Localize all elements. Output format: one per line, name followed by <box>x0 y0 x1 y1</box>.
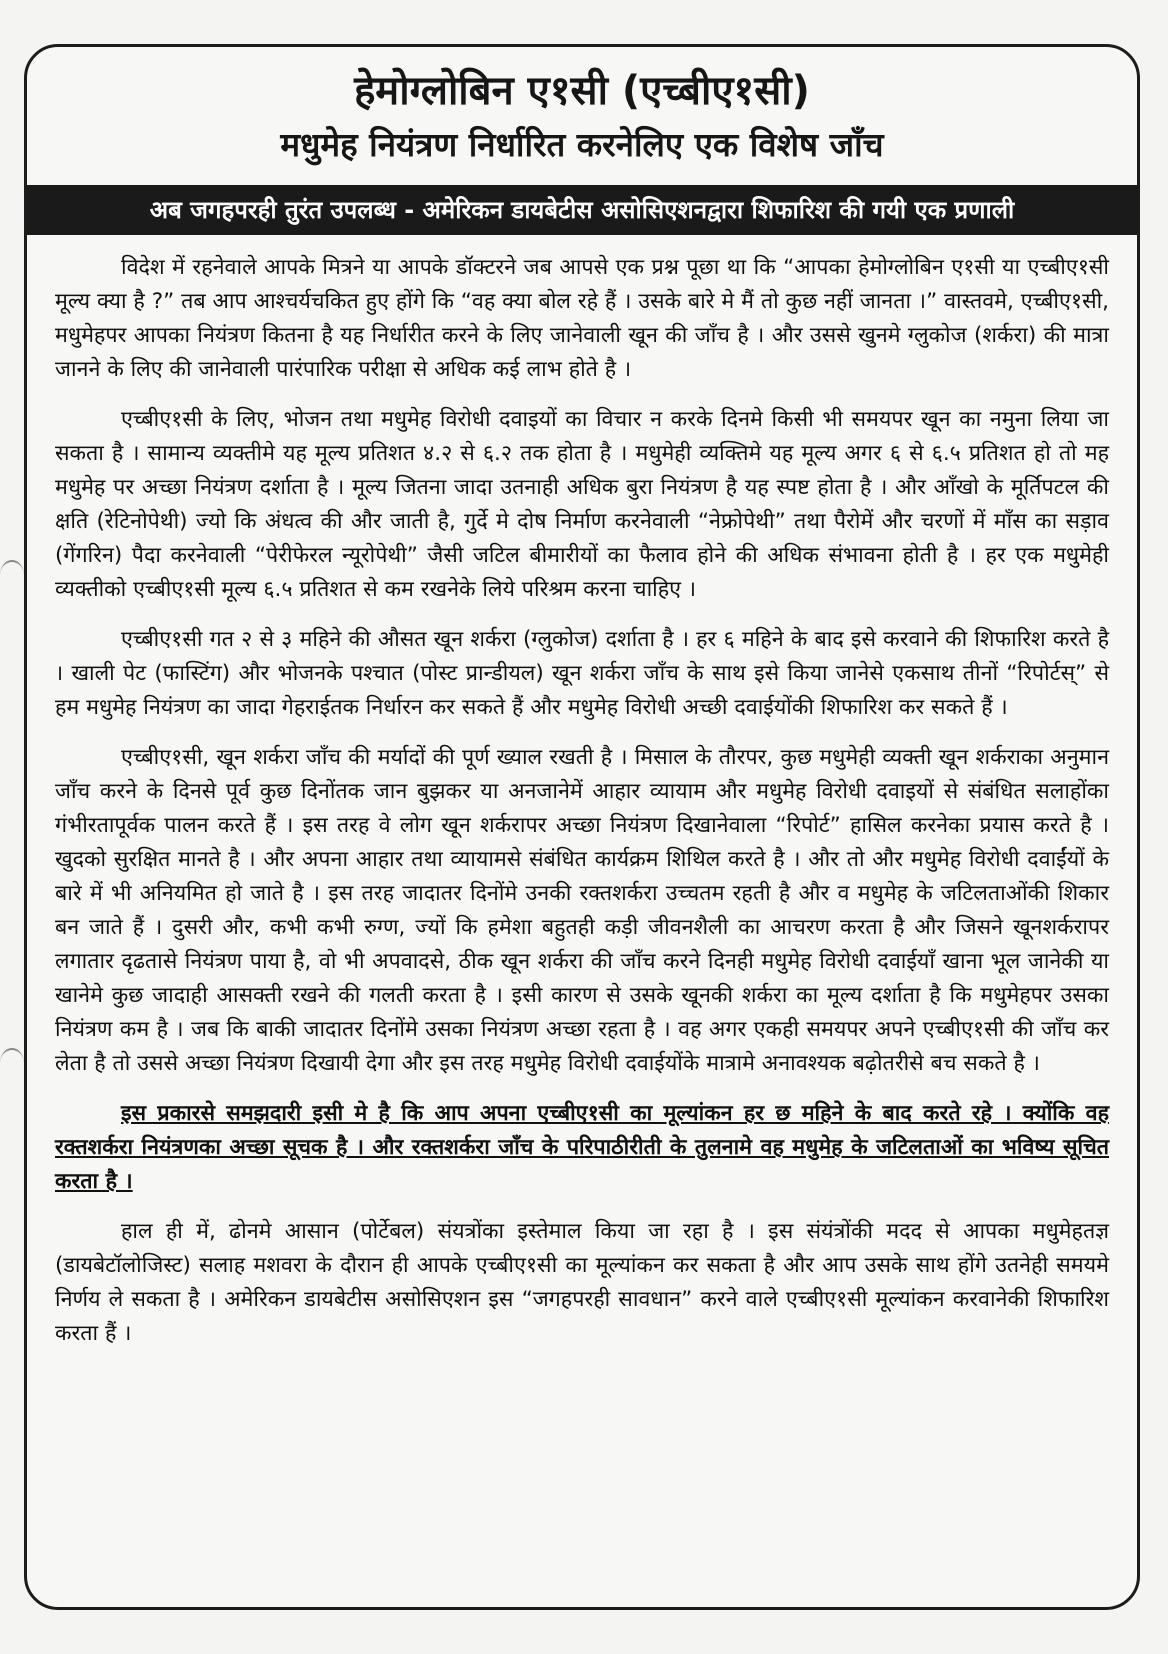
paragraph-portable-devices: हाल ही में, ढोनमे आसान (पोर्टेबल) संयत्रोंका इस्तेमाल किया जा रहा है । इस संयंत्रोंकी मदद से आपका मधुमेहतज्ञ (डायबेटॉलोजिस्ट) सलाह मशवरा के दौरान ही आपके एच्बीए१सी का मूल्यांकन कर सकता है और आप उसके साथ होंगे उतनेही समयमे निर्णय ले सकता है । अमेरिकन डायबेटीस असोसिएशन इस “जगहपरही सावधान” करने वाले एच्बीए१सी मूल्यांकन करवानेकी शिफारिश करता हैं । <box>55 1219 1109 1346</box>
page-title: हेमोग्लोबिन ए१सी (एच्बीए१सी) <box>354 68 810 114</box>
page-subtitle: मधुमेह नियंत्रण निर्धारित करनेलिए एक विशेष जाँच <box>280 125 884 164</box>
article-body <box>27 235 1137 1351</box>
binder-hole-top <box>0 560 24 590</box>
document-frame <box>24 44 1140 1610</box>
banner-strip: अब जगहपरही तुरंत उपलब्ध - अमेरिकन डायबेटीस असोसिएशनद्वारा शिफारिश की गयी एक प्रणाली <box>27 185 1137 235</box>
paragraph-frequency: एच्बीए१सी गत २ से ३ महिने की औसत खून शर्करा (ग्लुकोज) दर्शाता है । हर ६ महिने के बाद इसे करवाने की शिफारिश करते है । खाली पेट (फास्टिंग) और भोजनके पश्चात (पोस्ट प्रान्डीयल) खून शर्करा जाँच के साथ इसे किया जानेसे एकसाथ तीनों “रिपोर्टस्” से हम मधुमेह नियंत्रण का जादा गेहराईतक निर्धारन कर सकते हैं और मधुमेह विरोधी अच्छी दवाईयोंकी शिफारिश कर सकते हैं । <box>55 627 1109 720</box>
paragraph-intro: विदेश में रहनेवाले आपके मित्रने या आपके डॉक्टरने जब आपसे एक प्रश्न पूछा था कि “आपका हेमोग्लोबिन ए१सी या एच्बीए१सी मूल्य क्या है ?” तब आप आश्चर्यचकित हुए होंगे कि “वह क्या बोल रहे हैं । उसके बारे मे मैं तो कुछ नहीं जानता ।” वास्तवमे, एच्बीए१सी, मधुमेहपर आपका नियंत्रण कितना है यह निर्धारीत करने के लिए जानेवाली खून की जाँच है । और उससे खुनमे ग्लुकोज (शर्करा) की मात्रा जानने के लिए की जानेवाली पारंपारिक परीक्षा से अधिक कई लाभ होते है । <box>55 255 1109 382</box>
binder-hole-bottom <box>0 1048 24 1078</box>
paragraph-recommendation: इस प्रकारसे समझदारी इसी मे है कि आप अपना एच्बीए१सी का मूल्यांकन हर छ महिने के बाद करते रहे । क्योंकि वह रक्तशर्करा नियंत्रणका अच्छा सूचक है । और रक्तशर्करा जाँच के परिपाठीरीती के तुलनामे वह मधुमेह के जटिलताओं का भविष्य सूचित करता है । <box>55 1101 1109 1194</box>
paragraph-limitations: एच्बीए१सी, खून शर्करा जाँच की मर्यादों की पूर्ण ख्याल रखती है । मिसाल के तौरपर, कुछ मधुमेही व्यक्ती खून शर्कराका अनुमान जाँच करने के दिनसे पूर्व कुछ दिनोंतक जान बुझकर या अनजानेमें आहार व्यायाम और मधुमेह विरोधी दवाइयों से संबंधित सलाहोंका गंभीरतापूर्वक पालन करते हैं । इस तरह वे लोग खून शर्करापर अच्छा नियंत्रण दिखानेवाला “रिपोर्ट” हासिल करनेका प्रयास करते है । खुदको सुरक्षित मानते है । और अपना आहार तथा व्यायामसे संबंधित कार्यक्रम शिथिल करते है । और तो और मधुमेह विरोधी दवाईंयों के बारे में भी अनियमित हो जाते है । इस तरह जादातर दिनोंमे उनकी रक्तशर्करा उच्चतम रहती है और व मधुमेह के जटिलताओंकी शिकार बन जाते हैं । दुसरी और, कभी कभी रुग्ण, ज्यों कि हमेशा बहुतही कड़ी जीवनशैली का आचरण करता है और जिसने खूनशर्करापर लगातार दृढतासे नियंत्रण पाया है, वो भी अपवादसे, ठीक खून शर्करा की जाँच करने दिनही मधुमेह विरोधी दवाईयाँ खाना भूल जानेकी या खानेमे कुछ जादाही आसक्ती रखने की गलती करता है । इसी कारण से उसके खूनकी शर्करा का मूल्य दर्शाता है कि मधुमेहपर उसका नियंत्रण कम है । जब कि बाकी जादातर दिनोंमे उसका नियंत्रण अच्छा रहता है । वह अगर एकही समयपर अपने एच्बीए१सी की जाँच कर लेता है तो उससे अच्छा नियंत्रण दिखायी देगा और इस तरह मधुमेह विरोधी दवाईयोंके मात्रामे अनावश्यक बढ़ोतरीसे बच सकते है । <box>55 745 1109 1076</box>
paragraph-values: एच्बीए१सी के लिए, भोजन तथा मधुमेह विरोधी दवाइयों का विचार न करके दिनमे किसी भी समयपर खून का नमुना लिया जा सकता है । सामान्य व्यक्तीमे यह मूल्य प्रतिशत ४.२ से ६.२ तक होता है । मधुमेही व्यक्तिमे यह मूल्य अगर ६ से ६.५ प्रतिशत हो तो मह मधुमेह पर अच्छा नियंत्रण दर्शाता है । मूल्य जितना जादा उतनाही अधिक बुरा नियंत्रण है यह स्पष्ट होता है । और आँखो के मूर्तिपटल की क्षति (रेटिनोपेथी) ज्यो कि अंधत्व की और जाती है, गुर्दे मे दोष निर्माण करनेवाली “नेफ्रोपेथी” तथा पैरोमें और चरणों में माँस का सड़ाव (गेंगरिन) पैदा करनेवाली “पेरीफेरल न्यूरोपेथी” जैसी जटिल बीमारीयों का फैलाव होने की अधिक संभावना होती है । हर एक मधुमेही व्यक्तीको एच्बीए१सी मूल्य ६.५ प्रतिशत से कम रखनेके लिये परिश्रम करना चाहिए । <box>55 407 1109 602</box>
